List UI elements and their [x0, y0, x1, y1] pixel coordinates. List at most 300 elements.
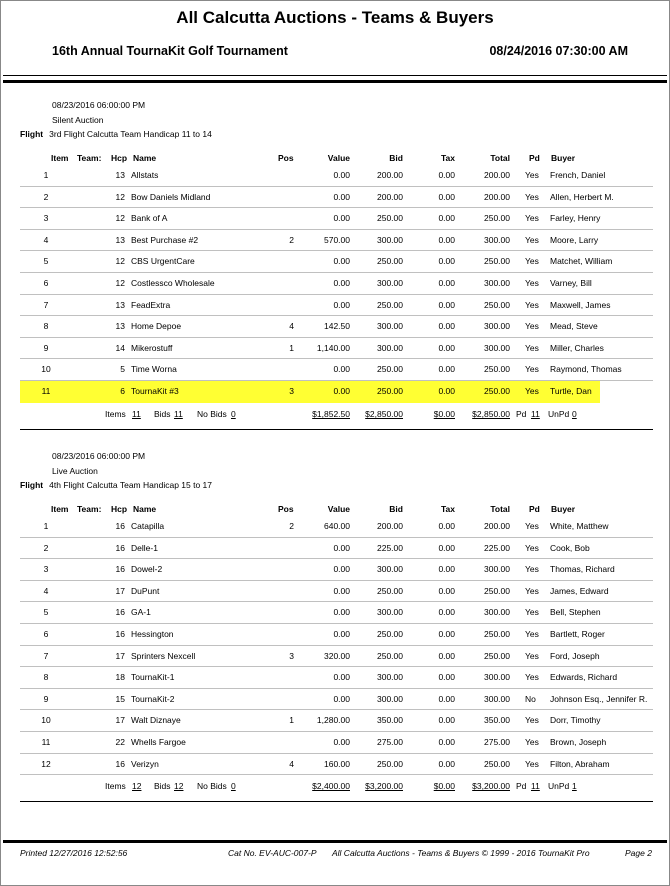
- cell-value: 0.00: [333, 299, 350, 310]
- cell-total: 200.00: [484, 170, 510, 180]
- cell-buyer: Bell, Stephen: [550, 607, 601, 618]
- cell-item: 11: [41, 386, 51, 396]
- unpd-count: 1: [572, 781, 577, 792]
- column-header-bid: Bid: [389, 153, 403, 163]
- cell-tax: 0.00: [438, 564, 455, 575]
- column-header-tax: Tax: [440, 504, 455, 514]
- table-row: [20, 559, 653, 581]
- cell-pd: Yes: [525, 672, 539, 683]
- cell-buyer: Moore, Larry: [550, 234, 599, 245]
- cell-pd: Yes: [525, 607, 539, 618]
- cell-tax: 0.00: [438, 521, 455, 531]
- table-row: [20, 359, 653, 381]
- cell-total: 225.00: [484, 542, 510, 553]
- cell-total: 250.00: [484, 299, 510, 310]
- cell-value: 0.00: [333, 672, 350, 683]
- pd-label: Pd: [516, 408, 527, 419]
- table-row: [20, 624, 653, 646]
- table-row: [20, 754, 653, 776]
- cell-value: 160.00: [324, 758, 350, 769]
- cell-hcp: 12: [115, 278, 125, 288]
- total-value: $1,852.50: [312, 408, 350, 419]
- table-row: [20, 251, 653, 273]
- no-bids-label: No Bids: [197, 781, 227, 792]
- cell-name: Hessington: [131, 629, 174, 639]
- cell-name: Time Worna: [131, 364, 177, 375]
- bids-label: Bids: [154, 781, 171, 792]
- cell-total: 250.00: [484, 256, 510, 267]
- cell-hcp: 16: [115, 629, 125, 639]
- cell-name: Best Purchase #2: [131, 234, 199, 245]
- cell-total: 200.00: [484, 521, 510, 531]
- cell-tax: 0.00: [438, 170, 455, 180]
- cell-total: 250.00: [484, 629, 510, 639]
- cell-tax: 0.00: [438, 299, 455, 310]
- cell-bid: 250.00: [377, 213, 403, 224]
- cell-pd: Yes: [525, 321, 539, 332]
- cell-tax: 0.00: [438, 213, 455, 224]
- table-row: [20, 710, 653, 732]
- cell-total: 250.00: [484, 364, 510, 375]
- cell-bid: 300.00: [377, 564, 403, 575]
- table-row: [20, 273, 653, 295]
- flight-label: Flight: [20, 129, 44, 139]
- cell-pos: 3: [289, 386, 294, 396]
- cell-bid: 300.00: [377, 278, 403, 288]
- cell-pd: Yes: [525, 629, 539, 639]
- cell-bid: 300.00: [377, 342, 403, 353]
- cell-item: 1: [43, 521, 49, 531]
- cell-hcp: 12: [115, 256, 125, 267]
- cell-value: 1,280.00: [316, 715, 350, 726]
- total-tax: $0.00: [433, 781, 455, 792]
- cell-item: 11: [41, 737, 51, 747]
- cell-value: 142.50: [324, 321, 350, 332]
- report-title: All Calcutta Auctions - Teams & Buyers: [176, 8, 494, 27]
- table-row: [20, 230, 653, 252]
- cell-tax: 0.00: [438, 693, 455, 704]
- cell-item: 4: [43, 585, 49, 596]
- cell-total: 300.00: [484, 234, 510, 245]
- cell-value: 0.00: [333, 693, 350, 704]
- cell-tax: 0.00: [438, 607, 455, 618]
- total-bid: $3,200.00: [365, 781, 403, 792]
- total-bid: $2,850.00: [365, 408, 403, 419]
- column-header-team: Team:: [77, 504, 102, 514]
- column-header-pd: Pd: [529, 153, 540, 163]
- cell-value: 0.00: [333, 542, 350, 553]
- pd-label: Pd: [516, 781, 527, 792]
- cell-hcp: 22: [115, 737, 125, 747]
- cell-hcp: 13: [115, 170, 125, 180]
- cell-buyer: Johnson Esq., Jennifer R.: [550, 693, 648, 704]
- cell-name: DuPunt: [131, 585, 160, 596]
- cell-item: 3: [43, 213, 49, 224]
- cell-total: 300.00: [484, 342, 510, 353]
- cell-pd: Yes: [525, 170, 539, 180]
- total-total: $2,850.00: [472, 408, 510, 419]
- cell-value: 0.00: [333, 213, 350, 224]
- cell-bid: 250.00: [377, 585, 403, 596]
- cell-value: 0.00: [333, 191, 350, 202]
- cell-name: Whells Fargoe: [131, 737, 186, 747]
- cell-buyer: Thomas, Richard: [550, 564, 615, 575]
- cell-pos: 4: [289, 758, 294, 769]
- cell-pd: Yes: [525, 191, 539, 202]
- unpd-count: 0: [572, 408, 577, 419]
- cell-total: 250.00: [484, 585, 510, 596]
- items-label: Items: [105, 408, 126, 419]
- cell-value: 0.00: [333, 607, 350, 618]
- table-row: [20, 316, 653, 338]
- cell-value: 0.00: [333, 737, 350, 747]
- table-row-highlighted: [20, 381, 600, 403]
- cell-tax: 0.00: [438, 542, 455, 553]
- cell-item: 7: [43, 299, 49, 310]
- cell-tax: 0.00: [438, 234, 455, 245]
- column-header-value: Value: [327, 504, 350, 514]
- section-end-rule: [20, 801, 653, 802]
- cell-bid: 250.00: [377, 299, 403, 310]
- cell-buyer: Farley, Henry: [550, 213, 601, 224]
- cell-tax: 0.00: [438, 585, 455, 596]
- cell-bid: 300.00: [377, 693, 403, 704]
- cell-pd: Yes: [525, 278, 539, 288]
- cell-item: 10: [41, 715, 51, 726]
- cell-item: 4: [43, 234, 49, 245]
- cell-tax: 0.00: [438, 256, 455, 267]
- column-header-row: [20, 151, 653, 165]
- cell-name: Verizyn: [131, 758, 159, 769]
- column-header-name: Name: [133, 153, 157, 163]
- cell-pd: Yes: [525, 585, 539, 596]
- cell-total: 275.00: [484, 737, 510, 747]
- tournament-name: 16th Annual TournaKit Golf Tournament: [52, 44, 288, 58]
- cell-hcp: 13: [115, 321, 125, 332]
- cell-tax: 0.00: [438, 758, 455, 769]
- cell-buyer: French, Daniel: [550, 170, 606, 180]
- cell-item: 7: [43, 650, 49, 661]
- cell-total: 300.00: [484, 321, 510, 332]
- cell-hcp: 17: [115, 650, 125, 661]
- cell-hcp: 14: [115, 342, 125, 353]
- header-rule-thick: [3, 80, 667, 83]
- flight-label: Flight: [20, 480, 44, 490]
- cell-buyer: Mead, Steve: [550, 321, 598, 332]
- cell-item: 5: [43, 256, 49, 267]
- footer-page: Page 2: [625, 848, 652, 858]
- column-header-name: Name: [133, 504, 157, 514]
- cell-buyer: Cook, Bob: [550, 542, 590, 553]
- cell-pos: 3: [289, 650, 294, 661]
- cell-buyer: Varney, Bill: [550, 278, 592, 288]
- cell-total: 250.00: [484, 650, 510, 661]
- footer-rule: [3, 840, 667, 843]
- column-header-hcp: Hcp: [111, 504, 128, 514]
- cell-item: 9: [43, 342, 49, 353]
- table-row: [20, 338, 653, 360]
- cell-item: 12: [41, 758, 51, 769]
- cell-pd: Yes: [525, 758, 539, 769]
- table-row: [20, 689, 653, 711]
- cell-bid: 300.00: [377, 321, 403, 332]
- cell-bid: 300.00: [377, 234, 403, 245]
- cell-pd: Yes: [525, 542, 539, 553]
- table-row: [20, 295, 653, 317]
- cell-name: TournaKit-1: [131, 672, 175, 683]
- cell-value: 0.00: [333, 585, 350, 596]
- cell-tax: 0.00: [438, 342, 455, 353]
- cell-value: 0.00: [333, 386, 350, 396]
- cell-total: 200.00: [484, 191, 510, 202]
- cell-item: 2: [43, 542, 49, 553]
- section-totals: [20, 776, 653, 798]
- cell-hcp: 17: [115, 715, 125, 726]
- cell-value: 0.00: [333, 170, 350, 180]
- cell-name: CBS UrgentCare: [131, 256, 195, 267]
- cell-tax: 0.00: [438, 737, 455, 747]
- cell-name: Home Depoe: [131, 321, 182, 332]
- cell-item: 2: [43, 191, 49, 202]
- cell-name: Allstats: [131, 170, 159, 180]
- cell-hcp: 16: [115, 564, 125, 575]
- column-header-tax: Tax: [440, 153, 455, 163]
- column-header-buyer: Buyer: [551, 504, 576, 514]
- cell-tax: 0.00: [438, 629, 455, 639]
- items-label: Items: [105, 781, 126, 792]
- cell-name: Bow Daniels Midland: [131, 191, 211, 202]
- table-row: [20, 602, 653, 624]
- cell-hcp: 18: [115, 672, 125, 683]
- cell-name: Sprinters Nexcell: [131, 650, 196, 661]
- unpd-label: UnPd: [548, 408, 570, 419]
- cell-bid: 300.00: [377, 672, 403, 683]
- table-row: [20, 208, 653, 230]
- cell-bid: 275.00: [377, 737, 403, 747]
- column-header-bid: Bid: [389, 504, 403, 514]
- no-bids-count: 0: [231, 408, 236, 419]
- cell-item: 6: [43, 629, 49, 639]
- cell-buyer: White, Matthew: [550, 521, 609, 531]
- cell-hcp: 13: [115, 299, 125, 310]
- footer-printed: Printed 12/27/2016 12:52:56: [20, 848, 128, 858]
- section-auction-type: Live Auction: [52, 466, 98, 476]
- cell-name: TournaKit #3: [131, 386, 179, 396]
- total-total: $3,200.00: [472, 781, 510, 792]
- cell-name: Bank of A: [131, 213, 168, 224]
- cell-item: 8: [43, 321, 49, 332]
- column-header-pos: Pos: [278, 504, 294, 514]
- cell-value: 0.00: [333, 364, 350, 375]
- cell-item: 8: [43, 672, 49, 683]
- column-header-row: [20, 502, 653, 516]
- report-datetime: 08/24/2016 07:30:00 AM: [489, 44, 628, 58]
- cell-hcp: 12: [115, 213, 125, 224]
- table-row: [20, 581, 653, 603]
- cell-pd: Yes: [525, 234, 539, 245]
- cell-pos: 4: [289, 321, 294, 332]
- cell-pd: Yes: [525, 564, 539, 575]
- cell-pos: 1: [289, 715, 294, 726]
- cell-tax: 0.00: [438, 278, 455, 288]
- cell-pd: Yes: [525, 364, 539, 375]
- cell-bid: 200.00: [377, 170, 403, 180]
- cell-pd: No: [525, 693, 536, 704]
- cell-name: GA-1: [131, 607, 151, 618]
- cell-pd: Yes: [525, 715, 539, 726]
- no-bids-label: No Bids: [197, 408, 227, 419]
- cell-total: 300.00: [484, 564, 510, 575]
- cell-name: Mikerostuff: [131, 342, 173, 353]
- column-header-buyer: Buyer: [551, 153, 576, 163]
- section-date: 08/23/2016 06:00:00 PM: [52, 100, 146, 110]
- column-header-value: Value: [327, 153, 350, 163]
- cell-value: 570.00: [324, 234, 350, 245]
- footer-copyright: All Calcutta Auctions - Teams & Buyers © 1999 - 2016 TournaKit Pro: [332, 848, 590, 858]
- items-count: 11: [132, 408, 141, 419]
- pd-count: 11: [531, 408, 540, 419]
- table-row: [20, 165, 653, 187]
- cell-item: 3: [43, 564, 49, 575]
- cell-tax: 0.00: [438, 672, 455, 683]
- cell-buyer: Bartlett, Roger: [550, 629, 605, 639]
- cell-tax: 0.00: [438, 364, 455, 375]
- cell-pd: Yes: [525, 650, 539, 661]
- cell-tax: 0.00: [438, 715, 455, 726]
- cell-pos: 1: [289, 342, 294, 353]
- cell-total: 300.00: [484, 693, 510, 704]
- table-row: [20, 538, 653, 560]
- cell-bid: 250.00: [377, 386, 403, 396]
- cell-pd: Yes: [525, 213, 539, 224]
- total-value: $2,400.00: [312, 781, 350, 792]
- cell-buyer: Brown, Joseph: [550, 737, 607, 747]
- items-count: 12: [132, 781, 142, 792]
- cell-name: Dowel-2: [131, 564, 163, 575]
- header-rule-thin: [3, 75, 667, 76]
- cell-hcp: 16: [115, 542, 125, 553]
- cell-name: TournaKit-2: [131, 693, 175, 704]
- unpd-label: UnPd: [548, 781, 570, 792]
- cell-hcp: 12: [115, 191, 125, 202]
- total-tax: $0.00: [433, 408, 455, 419]
- cell-item: 1: [43, 170, 49, 180]
- cell-item: 6: [43, 278, 49, 288]
- cell-name: Catapilla: [131, 521, 165, 531]
- cell-bid: 250.00: [377, 650, 403, 661]
- cell-pos: 2: [289, 234, 294, 245]
- cell-hcp: 16: [115, 758, 125, 769]
- cell-buyer: Allen, Herbert M.: [550, 191, 614, 202]
- cell-bid: 250.00: [377, 364, 403, 375]
- cell-value: 640.00: [324, 521, 350, 531]
- cell-tax: 0.00: [438, 321, 455, 332]
- cell-total: 300.00: [484, 672, 510, 683]
- cell-hcp: 16: [115, 521, 125, 531]
- cell-bid: 250.00: [377, 256, 403, 267]
- cell-value: 0.00: [333, 256, 350, 267]
- cell-hcp: 15: [115, 693, 125, 704]
- cell-name: Costlessco Wholesale: [131, 278, 215, 288]
- cell-bid: 250.00: [377, 629, 403, 639]
- cell-buyer: Filton, Abraham: [550, 758, 610, 769]
- column-header-pd: Pd: [529, 504, 540, 514]
- cell-bid: 250.00: [377, 758, 403, 769]
- cell-total: 250.00: [484, 386, 510, 396]
- cell-hcp: 16: [115, 607, 125, 618]
- cell-hcp: 5: [120, 364, 125, 375]
- bids-count: 11: [174, 408, 183, 419]
- cell-tax: 0.00: [438, 386, 455, 396]
- cell-pd: Yes: [525, 299, 539, 310]
- column-header-pos: Pos: [278, 153, 294, 163]
- cell-item: 10: [41, 364, 51, 375]
- cell-buyer: Raymond, Thomas: [550, 364, 622, 375]
- section-flight: [20, 129, 212, 139]
- cell-value: 0.00: [333, 564, 350, 575]
- cell-total: 300.00: [484, 278, 510, 288]
- cell-value: 0.00: [333, 278, 350, 288]
- flight-description: 3rd Flight Calcutta Team Handicap 11 to 14: [49, 129, 212, 139]
- cell-hcp: 13: [115, 234, 125, 245]
- table-row: [20, 516, 653, 538]
- no-bids-count: 0: [231, 781, 236, 792]
- bids-label: Bids: [154, 408, 171, 419]
- cell-total: 250.00: [484, 213, 510, 224]
- column-header-hcp: Hcp: [111, 153, 128, 163]
- section-totals: [20, 404, 653, 426]
- cell-value: 320.00: [324, 650, 350, 661]
- cell-bid: 300.00: [377, 607, 403, 618]
- cell-buyer: James, Edward: [550, 585, 609, 596]
- table-row: [20, 187, 653, 209]
- cell-bid: 350.00: [377, 715, 403, 726]
- cell-value: 1,140.00: [316, 342, 350, 353]
- cell-tax: 0.00: [438, 191, 455, 202]
- column-header-total: Total: [490, 504, 510, 514]
- cell-pd: Yes: [525, 386, 539, 396]
- cell-buyer: Ford, Joseph: [550, 650, 600, 661]
- cell-total: 250.00: [484, 758, 510, 769]
- cell-pd: Yes: [525, 521, 539, 531]
- cell-pd: Yes: [525, 737, 539, 747]
- section-auction-type: Silent Auction: [52, 115, 104, 125]
- cell-pos: 2: [289, 521, 294, 531]
- cell-buyer: Maxwell, James: [550, 299, 611, 310]
- section-end-rule: [20, 429, 653, 430]
- cell-item: 9: [43, 693, 49, 704]
- cell-total: 350.00: [484, 715, 510, 726]
- cell-name: FeadExtra: [131, 299, 171, 310]
- cell-hcp: 17: [115, 585, 125, 596]
- cell-bid: 225.00: [377, 542, 403, 553]
- table-row: [20, 732, 653, 754]
- pd-count: 11: [531, 781, 540, 792]
- cell-value: 0.00: [333, 629, 350, 639]
- bids-count: 12: [174, 781, 184, 792]
- footer-cat-no: Cat No. EV-AUC-007-P: [228, 848, 317, 858]
- table-row: [20, 667, 653, 689]
- column-header-item: Item: [51, 504, 69, 514]
- cell-bid: 200.00: [377, 191, 403, 202]
- cell-total: 300.00: [484, 607, 510, 618]
- cell-name: Delle-1: [131, 542, 158, 553]
- cell-item: 5: [43, 607, 49, 618]
- column-header-team: Team:: [77, 153, 102, 163]
- section-flight: [20, 480, 212, 490]
- table-row: [20, 646, 653, 668]
- cell-pd: Yes: [525, 256, 539, 267]
